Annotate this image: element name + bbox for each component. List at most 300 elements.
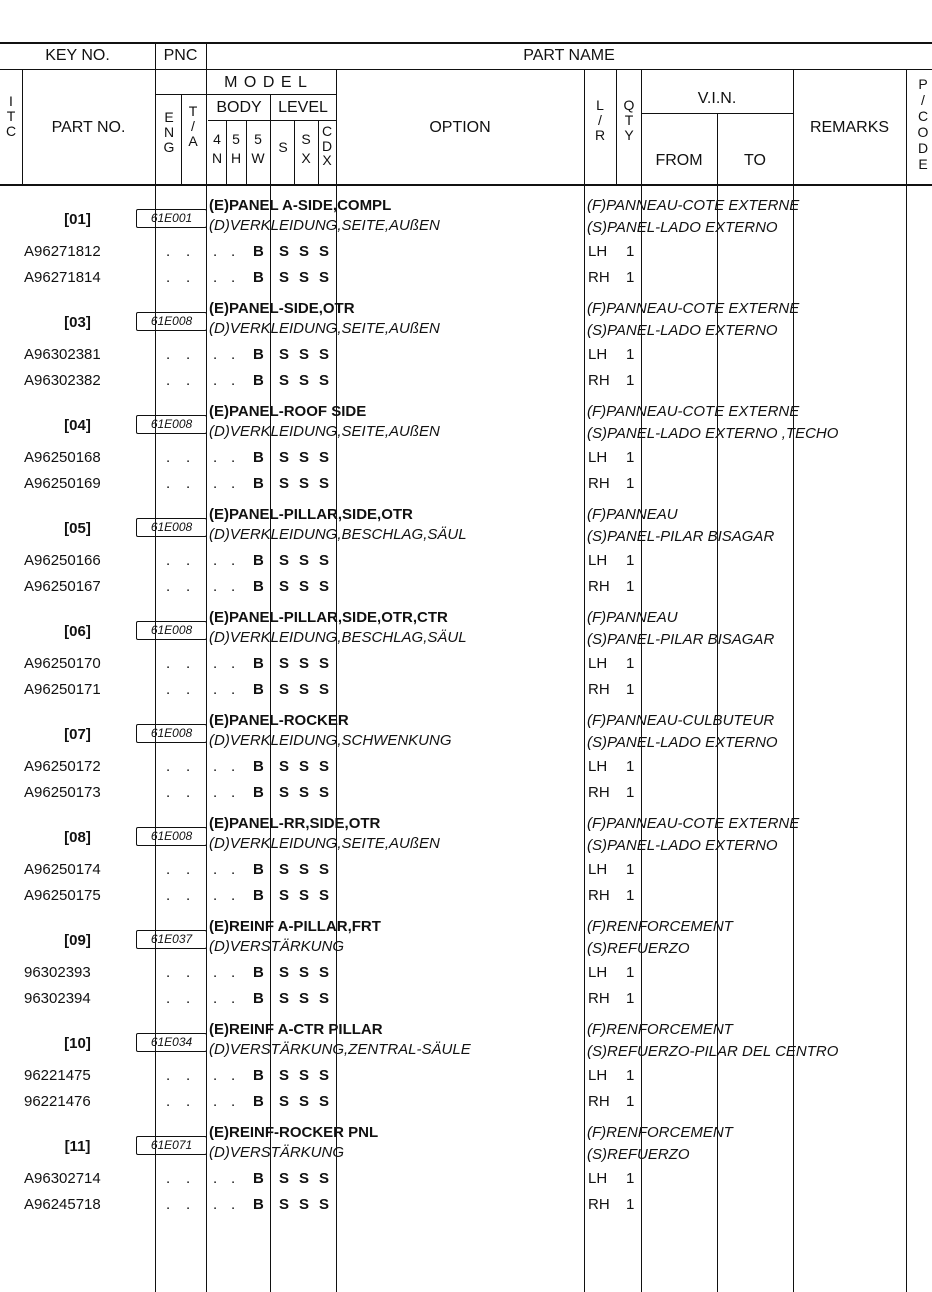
model-body-value: B	[253, 887, 264, 904]
lr-value: LH	[588, 552, 608, 569]
part-name-de: (D)VERKLEIDUNG,SEITE,AUßEN	[209, 217, 440, 234]
empty-cell-dot: .	[231, 243, 236, 260]
empty-cell-dot: .	[231, 552, 236, 569]
model-level-s: S	[279, 990, 290, 1007]
lr-value: LH	[588, 655, 608, 672]
header-qty: Q T Y	[623, 97, 635, 143]
model-level-cdx: S	[319, 578, 330, 595]
header-body: BODY	[216, 99, 262, 116]
part-number: 96302394	[24, 990, 91, 1007]
empty-cell-dot: .	[186, 346, 191, 363]
empty-cell-dot: .	[213, 964, 218, 981]
model-level-cdx: S	[319, 655, 330, 672]
col-from-to-sep	[717, 113, 718, 1292]
col-4n-sep	[226, 120, 227, 184]
qty-value: 1	[626, 990, 635, 1007]
qty-value: 1	[626, 681, 635, 698]
empty-cell-dot: .	[231, 655, 236, 672]
model-level-s: S	[279, 655, 290, 672]
model-level-sx: S	[299, 758, 310, 775]
empty-cell-dot: .	[186, 578, 191, 595]
part-name-en: (E)REINF A-CTR PILLAR	[209, 1021, 383, 1038]
part-name-es: (S)REFUERZO	[587, 1146, 690, 1163]
part-name-de: (D)VERSTÄRKUNG	[209, 1144, 345, 1161]
empty-cell-dot: .	[166, 269, 171, 286]
part-name-es: (S)PANEL-LADO EXTERNO	[587, 837, 778, 854]
model-level-s: S	[279, 372, 290, 389]
qty-value: 1	[626, 887, 635, 904]
header-key-no: KEY NO.	[45, 47, 110, 64]
header-body-4n: 4 N	[211, 131, 223, 166]
part-name-fr: (F)PANNEAU	[587, 609, 678, 626]
empty-cell-dot: .	[186, 552, 191, 569]
model-body-value: B	[253, 655, 264, 672]
model-level-cdx: S	[319, 269, 330, 286]
empty-cell-dot: .	[166, 1170, 171, 1187]
model-level-cdx: S	[319, 449, 330, 466]
model-level-cdx: S	[319, 1196, 330, 1213]
header-model: M O D E L	[224, 74, 308, 91]
part-name-fr: (F)PANNEAU-CULBUTEUR	[587, 712, 775, 729]
col-qty-sep	[616, 69, 617, 184]
model-level-cdx: S	[319, 990, 330, 1007]
qty-value: 1	[626, 475, 635, 492]
empty-cell-dot: .	[231, 681, 236, 698]
model-level-cdx: S	[319, 681, 330, 698]
empty-cell-dot: .	[213, 552, 218, 569]
lr-value: RH	[588, 1196, 610, 1213]
model-body-value: B	[253, 243, 264, 260]
lr-value: RH	[588, 784, 610, 801]
lr-value: RH	[588, 990, 610, 1007]
part-name-en: (E)PANEL-SIDE,OTR	[209, 300, 355, 317]
empty-cell-dot: .	[213, 243, 218, 260]
part-name-es: (S)PANEL-LADO EXTERNO	[587, 734, 778, 751]
col-remarks-sep	[793, 69, 794, 1292]
part-number: A96250175	[24, 887, 101, 904]
model-level-cdx: S	[319, 243, 330, 260]
qty-value: 1	[626, 372, 635, 389]
pnc-box: 61E008	[136, 415, 207, 434]
model-level-sx: S	[299, 1170, 310, 1187]
empty-cell-dot: .	[186, 243, 191, 260]
empty-cell-dot: .	[186, 269, 191, 286]
part-name-es: (S)PANEL-LADO EXTERNO ,TECHO	[587, 425, 839, 442]
empty-cell-dot: .	[186, 784, 191, 801]
model-level-cdx: S	[319, 964, 330, 981]
key-number: [05]	[64, 520, 91, 537]
model-level-cdx: S	[319, 758, 330, 775]
part-number: 96221476	[24, 1093, 91, 1110]
key-number: [09]	[64, 932, 91, 949]
empty-cell-dot: .	[213, 578, 218, 595]
col-5h-sep	[246, 120, 247, 184]
lr-value: RH	[588, 1093, 610, 1110]
part-name-de: (D)VERKLEIDUNG,SEITE,AUßEN	[209, 835, 440, 852]
empty-cell-dot: .	[186, 964, 191, 981]
qty-value: 1	[626, 758, 635, 775]
empty-cell-dot: .	[213, 1170, 218, 1187]
model-level-s: S	[279, 1196, 290, 1213]
model-level-s: S	[279, 758, 290, 775]
part-number: A96302382	[24, 372, 101, 389]
empty-cell-dot: .	[231, 861, 236, 878]
header-level-s: S	[278, 139, 288, 155]
part-name-en: (E)PANEL-RR,SIDE,OTR	[209, 815, 381, 832]
model-body-value: B	[253, 964, 264, 981]
model-level-cdx: S	[319, 372, 330, 389]
part-name-es: (S)PANEL-LADO EXTERNO	[587, 219, 778, 236]
part-name-es: (S)REFUERZO	[587, 940, 690, 957]
model-level-cdx: S	[319, 346, 330, 363]
qty-value: 1	[626, 784, 635, 801]
part-number: A96250166	[24, 552, 101, 569]
model-level-s: S	[279, 1170, 290, 1187]
header-body-5h: 5 H	[230, 131, 242, 166]
model-body-value: B	[253, 269, 264, 286]
header-vin-to: TO	[744, 152, 766, 169]
model-body-value: B	[253, 552, 264, 569]
part-name-fr: (F)PANNEAU-COTE EXTERNE	[587, 197, 800, 214]
pnc-box: 61E034	[136, 1033, 207, 1052]
empty-cell-dot: .	[213, 990, 218, 1007]
model-level-s: S	[279, 1093, 290, 1110]
model-level-s: S	[279, 784, 290, 801]
model-body-value: B	[253, 681, 264, 698]
part-name-en: (E)PANEL-PILLAR,SIDE,OTR,CTR	[209, 609, 448, 626]
lr-value: LH	[588, 964, 608, 981]
part-name-de: (D)VERKLEIDUNG,SEITE,AUßEN	[209, 320, 440, 337]
part-name-en: (E)PANEL A-SIDE,COMPL	[209, 197, 392, 214]
qty-value: 1	[626, 861, 635, 878]
model-body-value: B	[253, 346, 264, 363]
lr-value: RH	[588, 681, 610, 698]
empty-cell-dot: .	[231, 887, 236, 904]
col-pcode-sep	[906, 69, 907, 1292]
model-level-sx: S	[299, 1093, 310, 1110]
part-name-fr: (F)RENFORCEMENT	[587, 1021, 733, 1038]
empty-cell-dot: .	[186, 887, 191, 904]
model-level-cdx: S	[319, 475, 330, 492]
empty-cell-dot: .	[186, 1196, 191, 1213]
empty-cell-dot: .	[231, 758, 236, 775]
model-level-sx: S	[299, 1196, 310, 1213]
model-body-value: B	[253, 861, 264, 878]
model-body-value: B	[253, 784, 264, 801]
empty-cell-dot: .	[213, 372, 218, 389]
empty-cell-dot: .	[166, 1196, 171, 1213]
pnc-box: 61E037	[136, 930, 207, 949]
empty-cell-dot: .	[231, 269, 236, 286]
model-level-sx: S	[299, 243, 310, 260]
lr-value: RH	[588, 269, 610, 286]
empty-cell-dot: .	[186, 990, 191, 1007]
pnc-box: 61E008	[136, 312, 207, 331]
part-number: A96302381	[24, 346, 101, 363]
qty-value: 1	[626, 578, 635, 595]
header-vin-from: FROM	[655, 152, 703, 169]
part-name-en: (E)PANEL-ROCKER	[209, 712, 349, 729]
model-body-value: B	[253, 1170, 264, 1187]
pnc-box: 61E071	[136, 1136, 207, 1155]
qty-value: 1	[626, 243, 635, 260]
header-body-5w: 5 W	[251, 131, 265, 166]
empty-cell-dot: .	[186, 372, 191, 389]
part-name-de: (D)VERKLEIDUNG,BESCHLAG,SÄUL	[209, 526, 467, 543]
model-body-value: B	[253, 1093, 264, 1110]
part-name-es: (S)PANEL-LADO EXTERNO	[587, 322, 778, 339]
empty-cell-dot: .	[166, 784, 171, 801]
pnc-box: 61E008	[136, 827, 207, 846]
model-body-value: B	[253, 758, 264, 775]
empty-cell-dot: .	[186, 681, 191, 698]
header-vin: V.I.N.	[697, 90, 737, 107]
empty-cell-dot: .	[213, 681, 218, 698]
model-level-sx: S	[299, 552, 310, 569]
header-part-no: PART NO.	[51, 119, 126, 136]
model-level-sx: S	[299, 475, 310, 492]
header-level: LEVEL	[278, 99, 328, 116]
model-body-value: B	[253, 449, 264, 466]
model-level-cdx: S	[319, 887, 330, 904]
part-name-fr: (F)PANNEAU-COTE EXTERNE	[587, 815, 800, 832]
model-level-sx: S	[299, 578, 310, 595]
empty-cell-dot: .	[166, 964, 171, 981]
part-number: A96250167	[24, 578, 101, 595]
lr-value: LH	[588, 1170, 608, 1187]
header-part-name: PART NAME	[523, 47, 615, 64]
header-eng: E N G	[163, 109, 175, 155]
top-rule	[0, 42, 932, 44]
part-name-de: (D)VERKLEIDUNG,SEITE,AUßEN	[209, 423, 440, 440]
part-name-es: (S)PANEL-PILAR BISAGAR	[587, 528, 775, 545]
empty-cell-dot: .	[213, 1067, 218, 1084]
model-body-value: B	[253, 475, 264, 492]
model-level-s: S	[279, 964, 290, 981]
empty-cell-dot: .	[231, 1196, 236, 1213]
model-level-cdx: S	[319, 1170, 330, 1187]
model-level-s: S	[279, 269, 290, 286]
part-number: A96250171	[24, 681, 101, 698]
empty-cell-dot: .	[213, 887, 218, 904]
empty-cell-dot: .	[231, 784, 236, 801]
part-name-de: (D)VERKLEIDUNG,SCHWENKUNG	[209, 732, 452, 749]
part-number: A96271814	[24, 269, 101, 286]
empty-cell-dot: .	[213, 269, 218, 286]
part-number: A96250173	[24, 784, 101, 801]
qty-value: 1	[626, 449, 635, 466]
empty-cell-dot: .	[213, 1196, 218, 1213]
lr-value: RH	[588, 578, 610, 595]
empty-cell-dot: .	[166, 372, 171, 389]
qty-value: 1	[626, 655, 635, 672]
lr-value: LH	[588, 243, 608, 260]
model-level-s: S	[279, 475, 290, 492]
model-level-sx: S	[299, 269, 310, 286]
empty-cell-dot: .	[166, 578, 171, 595]
model-level-sx: S	[299, 887, 310, 904]
empty-cell-dot: .	[213, 784, 218, 801]
lr-value: LH	[588, 861, 608, 878]
key-number: [04]	[64, 417, 91, 434]
empty-cell-dot: .	[166, 346, 171, 363]
part-name-fr: (F)RENFORCEMENT	[587, 918, 733, 935]
empty-cell-dot: .	[166, 990, 171, 1007]
empty-cell-dot: .	[231, 1067, 236, 1084]
header-ta: T / A	[188, 103, 198, 149]
qty-value: 1	[626, 1170, 635, 1187]
model-level-s: S	[279, 578, 290, 595]
part-name-de: (D)VERSTÄRKUNG,ZENTRAL-SÄULE	[209, 1041, 471, 1058]
part-number: A96250170	[24, 655, 101, 672]
lr-value: LH	[588, 758, 608, 775]
part-number: A96250168	[24, 449, 101, 466]
part-name-en: (E)PANEL-PILLAR,SIDE,OTR	[209, 506, 413, 523]
empty-cell-dot: .	[166, 449, 171, 466]
model-body-value: B	[253, 1196, 264, 1213]
empty-cell-dot: .	[213, 346, 218, 363]
model-level-sx: S	[299, 372, 310, 389]
part-number: 96302393	[24, 964, 91, 981]
empty-cell-dot: .	[166, 681, 171, 698]
qty-value: 1	[626, 1093, 635, 1110]
empty-cell-dot: .	[213, 655, 218, 672]
pnc-box: 61E008	[136, 621, 207, 640]
header-remarks: REMARKS	[809, 119, 890, 136]
model-level-s: S	[279, 552, 290, 569]
header-lr: L / R	[594, 97, 606, 143]
model-level-sx: S	[299, 784, 310, 801]
qty-value: 1	[626, 269, 635, 286]
model-level-sx: S	[299, 861, 310, 878]
empty-cell-dot: .	[166, 758, 171, 775]
model-level-cdx: S	[319, 784, 330, 801]
model-level-sx: S	[299, 1067, 310, 1084]
model-level-sx: S	[299, 346, 310, 363]
empty-cell-dot: .	[166, 243, 171, 260]
empty-cell-dot: .	[231, 346, 236, 363]
part-number: A96250169	[24, 475, 101, 492]
model-level-s: S	[279, 449, 290, 466]
qty-value: 1	[626, 964, 635, 981]
model-level-sx: S	[299, 655, 310, 672]
model-level-sx: S	[299, 964, 310, 981]
empty-cell-dot: .	[186, 1067, 191, 1084]
empty-cell-dot: .	[186, 861, 191, 878]
empty-cell-dot: .	[166, 475, 171, 492]
model-rule	[156, 94, 336, 95]
body-level-rule	[208, 120, 336, 121]
empty-cell-dot: .	[213, 475, 218, 492]
part-name-es: (S)PANEL-PILAR BISAGAR	[587, 631, 775, 648]
lr-value: RH	[588, 475, 610, 492]
lr-value: LH	[588, 346, 608, 363]
part-name-fr: (F)PANNEAU-COTE EXTERNE	[587, 403, 800, 420]
header-pcode: P / C O D E	[917, 76, 929, 172]
header-pnc: PNC	[163, 47, 198, 64]
part-number: A96250172	[24, 758, 101, 775]
empty-cell-dot: .	[231, 1093, 236, 1110]
part-name-en: (E)REINF-ROCKER PNL	[209, 1124, 379, 1141]
model-body-value: B	[253, 578, 264, 595]
col-sx-sep	[318, 120, 319, 184]
key-number: [03]	[64, 314, 91, 331]
empty-cell-dot: .	[186, 475, 191, 492]
part-name-es: (S)REFUERZO-PILAR DEL CENTRO	[587, 1043, 839, 1060]
model-body-value: B	[253, 372, 264, 389]
pnc-box: 61E001	[136, 209, 207, 228]
lr-value: LH	[588, 1067, 608, 1084]
key-number: [10]	[64, 1035, 91, 1052]
part-name-en: (E)REINF A-PILLAR,FRT	[209, 918, 381, 935]
qty-value: 1	[626, 1196, 635, 1213]
empty-cell-dot: .	[186, 655, 191, 672]
model-body-value: B	[253, 990, 264, 1007]
empty-cell-dot: .	[231, 990, 236, 1007]
part-number: 96221475	[24, 1067, 91, 1084]
part-number: A96302714	[24, 1170, 101, 1187]
key-number: [01]	[64, 211, 91, 228]
empty-cell-dot: .	[186, 449, 191, 466]
empty-cell-dot: .	[231, 578, 236, 595]
pnc-box: 61E008	[136, 724, 207, 743]
model-level-s: S	[279, 1067, 290, 1084]
key-number: [08]	[64, 829, 91, 846]
model-level-cdx: S	[319, 861, 330, 878]
part-number: A96271812	[24, 243, 101, 260]
part-name-fr: (F)PANNEAU	[587, 506, 678, 523]
empty-cell-dot: .	[186, 1170, 191, 1187]
model-level-s: S	[279, 681, 290, 698]
empty-cell-dot: .	[231, 475, 236, 492]
header-level-cdx: C DX	[321, 123, 333, 168]
col-eng-sep	[181, 94, 182, 184]
model-level-sx: S	[299, 681, 310, 698]
empty-cell-dot: .	[166, 1093, 171, 1110]
empty-cell-dot: .	[231, 1170, 236, 1187]
part-number: A96245718	[24, 1196, 101, 1213]
model-body-value: B	[253, 1067, 264, 1084]
empty-cell-dot: .	[166, 655, 171, 672]
empty-cell-dot: .	[186, 758, 191, 775]
empty-cell-dot: .	[231, 449, 236, 466]
pnc-box: 61E008	[136, 518, 207, 537]
empty-cell-dot: .	[231, 372, 236, 389]
col-s-sep	[294, 120, 295, 184]
lr-value: RH	[588, 887, 610, 904]
empty-cell-dot: .	[166, 861, 171, 878]
part-name-de: (D)VERSTÄRKUNG	[209, 938, 345, 955]
empty-cell-dot: .	[213, 449, 218, 466]
part-name-fr: (F)RENFORCEMENT	[587, 1124, 733, 1141]
model-level-s: S	[279, 887, 290, 904]
header-option: OPTION	[429, 119, 491, 136]
model-level-s: S	[279, 861, 290, 878]
empty-cell-dot: .	[186, 1093, 191, 1110]
model-level-cdx: S	[319, 1067, 330, 1084]
col-partno-sep	[155, 42, 156, 1292]
empty-cell-dot: .	[166, 1067, 171, 1084]
model-level-cdx: S	[319, 1093, 330, 1110]
col-lr-sep	[584, 69, 585, 1292]
col-option-sep	[336, 69, 337, 1292]
model-level-s: S	[279, 243, 290, 260]
empty-cell-dot: .	[231, 964, 236, 981]
part-name-de: (D)VERKLEIDUNG,BESCHLAG,SÄUL	[209, 629, 467, 646]
model-level-sx: S	[299, 449, 310, 466]
empty-cell-dot: .	[213, 861, 218, 878]
header-itc: I T C	[5, 93, 17, 139]
